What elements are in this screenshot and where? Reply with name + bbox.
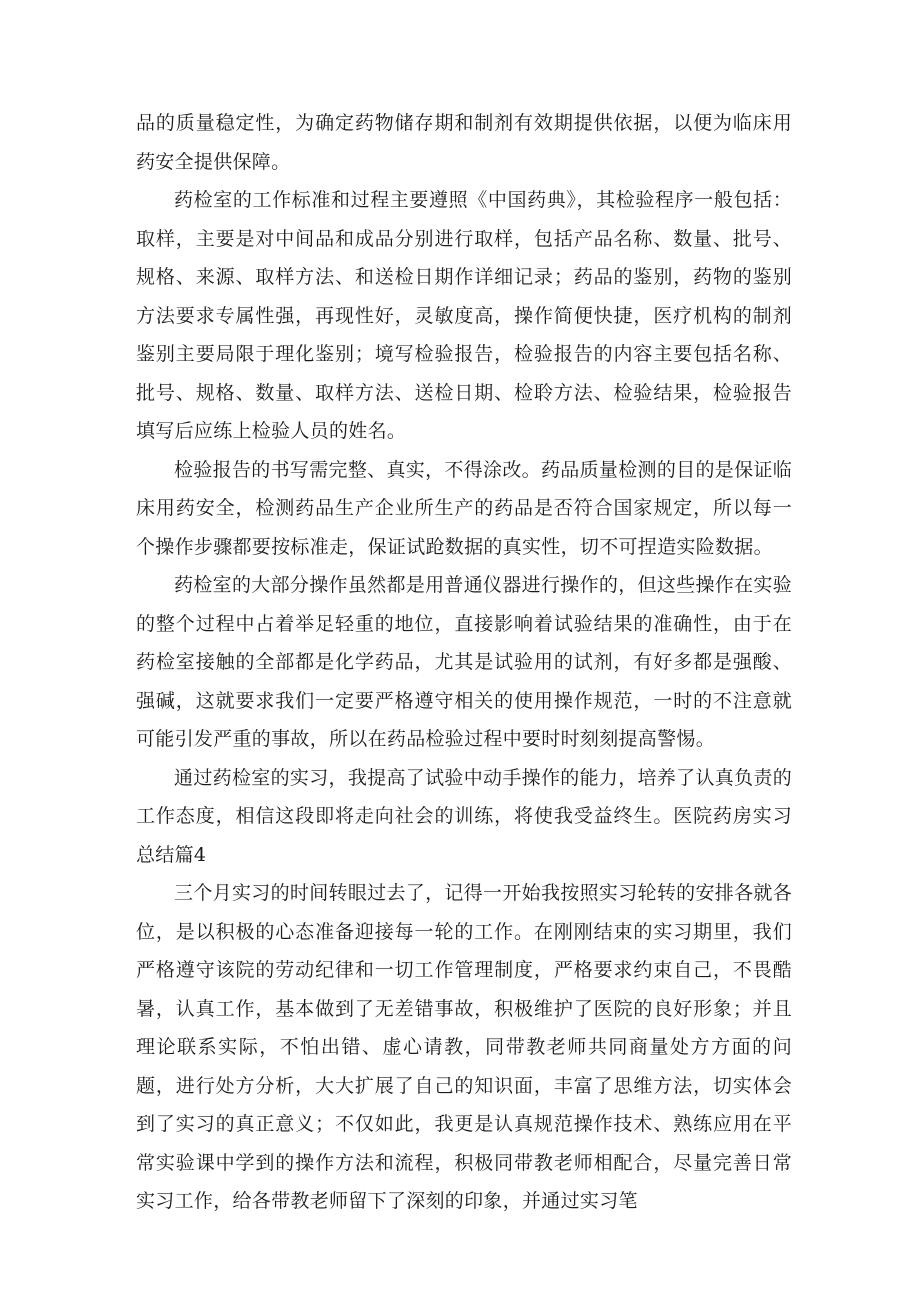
document-body [136,104,792,1221]
paragraph-6: 三个月实习的时间转眼过去了，记得一开始我按照实习轮转的安排各就各位，是以积极的心态准备迎接每一轮的工作。在刚刚结束的实习期里，我们严格遵守该院的劳动纪律和一切工作管理制度，严格要求约束自己，不畏酷暑，认真工作，基本做到了无差错事故，积极维护了医院的良好形象；并且理论联系实际，不怕出错、虚心请教，同带教老师共同商量处方方面的问题，进行处方分析，大大扩展了自己的知识面，丰富了思维方法，切实体会到了实习的真正意义；不仅如此，我更是认真规范操作技术、熟练应用在平常实验课中学到的操作方法和流程，积极同带教老师相配合，尽量完善日常实习工作，给各带教老师留下了深刻的印象，并通过实习笔 [136,882,792,1212]
paragraph-2: 药检室的工作标准和过程主要遵照《中国药典》，其检验程序一般包括：取样，主要是对中间品和成品分别进行取样，包括产品名称、数量、批号、规格、来源、取样方法、和送检日期作详细记录；药品的鉴别，药物的鉴别方法要求专属性强，再现性好，灵敏度高，操作简便快捷，医疗机构的制剂鉴别主要局限于理化鉴别；境写检验报告，检验报告的内容主要包括名称、批号、规格、数量、取样方法、送检日期、检聆方法、检验结果，检验报告填写后应练上检验人员的姓名。 [136,189,792,442]
paragraph-3: 检验报告的书写需完整、真实，不得涂改。药品质量检测的目的是保证临床用药安全，检测药品生产企业所生产的药品是否符合国家规定，所以每一个操作步骤都要按标准走，保证试跄数据的真实性，切不可捏造实险数据。 [136,458,792,558]
paragraph-1: 品的质量稳定性，为确定药物储存期和制剂有效期提供依据，以便为临床用药安全提供保障。 [136,112,792,173]
paragraph-4: 药检室的大部分操作虽然都是用普通仪器进行操作的，但这些操作在实验的整个过程中占着举足轻重的地位，直接影响着试验结果的准确性，由于在药检室接触的全部都是化学药品，尤其是试验用的试剂，有好多都是强酸、强碱，这就要求我们一定要严格遵守相关的使用操作规范，一时的不注意就可能引发严重的事故，所以在药品检验过程中要时时刻刻提高警惕。 [136,574,792,750]
paragraph-5: 通过药检室的实习，我提高了试验中动手操作的能力，培养了认真负责的工作态度，相信这段即将走向社会的训练，将使我受益终生。医院药房实习总结篇4 [136,766,792,866]
